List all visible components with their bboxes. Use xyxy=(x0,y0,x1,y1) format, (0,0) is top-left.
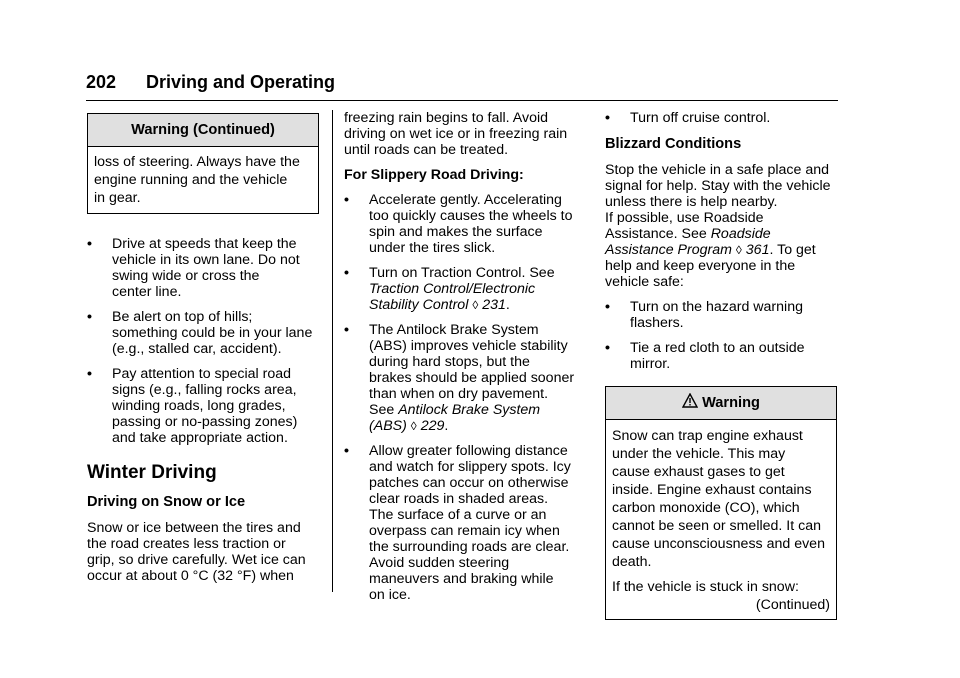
paragraph-roadside xyxy=(605,210,841,290)
text-line: under the tires slick. xyxy=(369,240,496,256)
page-ref-number[interactable]: 229 xyxy=(420,418,445,434)
text-line: spin and makes the surface xyxy=(369,224,543,240)
warning-title: Warning xyxy=(702,395,760,411)
text-line: cannot be seen or smelled. It can xyxy=(612,518,821,534)
text-line: Turn off cruise control. xyxy=(630,110,771,126)
text-line: driving on wet ice or in freezing rain xyxy=(344,126,568,142)
text-line: on ice. xyxy=(369,587,411,603)
text-line: Pay attention to special road xyxy=(112,366,292,382)
text-line: clear roads in shaded areas. xyxy=(369,491,549,507)
list-item xyxy=(605,110,841,126)
text-line: Turn on the hazard warning xyxy=(630,299,803,315)
text-line: inside. Engine exhaust contains xyxy=(612,482,812,498)
text-line: Allow greater following distance xyxy=(369,443,568,459)
text-line: too quickly causes the wheels to xyxy=(369,208,573,224)
warning-text xyxy=(606,420,836,619)
list-item: • The Antilock Brake System (ABS) improves vehicle stability during hard stops, but the brakes should be applied sooner than when on dry pavement. See Antilock Brake System (ABS) ◊ 229. xyxy=(344,322,580,434)
bullet-glyph: • xyxy=(605,299,610,315)
reference-link-stability-control[interactable]: Stability Control xyxy=(369,297,469,313)
text-line: cause exhaust gases to get xyxy=(612,464,785,480)
text-line: Be alert on top of hills; xyxy=(112,309,253,325)
heading-blizzard-conditions: Blizzard Conditions xyxy=(605,136,742,152)
bullet-glyph: • xyxy=(87,236,92,252)
paragraph-blizzard xyxy=(605,162,841,210)
page-number: 202 xyxy=(86,72,117,92)
reference-link-traction-control[interactable]: Traction Control/Electronic xyxy=(369,281,536,297)
text-line: Accelerate gently. Accelerating xyxy=(369,192,562,208)
reference-link-abs[interactable]: Antilock Brake System xyxy=(398,402,541,418)
reference-link-roadside[interactable]: Roadside xyxy=(710,226,771,242)
text-line: something could be in your lane xyxy=(112,325,313,341)
text-line: . To get xyxy=(769,242,816,258)
list-item xyxy=(87,366,319,446)
section-title: Driving and Operating xyxy=(146,72,336,92)
text-line: and take appropriate action. xyxy=(112,430,288,446)
column-middle xyxy=(344,110,580,612)
text-line: (ABS) improves vehicle stability xyxy=(369,338,568,354)
list-item xyxy=(605,299,841,331)
text-line: Turn on Traction Control. See xyxy=(369,265,555,281)
page-ref-icon: ◊ xyxy=(472,298,479,312)
warning-header xyxy=(606,387,836,420)
see-text: See xyxy=(369,402,395,418)
list-item xyxy=(344,443,580,603)
text-line: during hard stops, but the xyxy=(369,354,530,370)
text-line: vehicle safe: xyxy=(605,274,684,290)
bullet-glyph: • xyxy=(344,322,349,338)
bullet-glyph: • xyxy=(87,366,92,382)
paragraph-snow-ice xyxy=(87,520,319,584)
subheading-slippery-road: For Slippery Road Driving: xyxy=(344,167,524,183)
text-line: Avoid sudden steering xyxy=(369,555,510,571)
page-ref-number[interactable]: 231 xyxy=(482,297,506,313)
text-line: death. xyxy=(612,554,652,570)
text-line: occur at about 0 °C (32 °F) when xyxy=(87,568,294,584)
text-line: brakes should be applied sooner xyxy=(369,370,575,386)
text-line: (e.g., stalled car, accident). xyxy=(112,341,282,357)
text-line: under the vehicle. This may xyxy=(612,446,786,462)
text-line: overpass can remain icy when xyxy=(369,523,560,539)
text-line: cause unconsciousness and even xyxy=(612,536,825,552)
text-line: and watch for slippery spots. Icy xyxy=(369,459,571,475)
page-header xyxy=(86,70,838,101)
heading-snow-ice: Driving on Snow or Ice xyxy=(87,494,246,510)
text-line: maneuvers and braking while xyxy=(369,571,554,587)
text-line: grip, so drive carefully. Wet ice can xyxy=(87,552,306,568)
text-line: help and keep everyone in the xyxy=(605,258,796,274)
text-line: The surface of a curve or an xyxy=(369,507,547,523)
text-line: loss of steering. Always have the xyxy=(94,154,300,170)
warning-triangle-icon xyxy=(682,388,698,420)
warning-continued-box xyxy=(87,113,319,214)
page-ref-number[interactable]: 361 xyxy=(745,242,770,258)
text-line: until roads can be treated. xyxy=(344,142,509,158)
list-item xyxy=(87,309,319,357)
text-line: signal for help. Stay with the vehicle xyxy=(605,178,831,194)
text-line: Drive at speeds that keep the xyxy=(112,236,297,252)
text-line: vehicle in its own lane. Do not xyxy=(112,252,300,268)
bullet-glyph: • xyxy=(344,192,349,208)
text-line: If the vehicle is stuck in snow: xyxy=(612,579,799,595)
bullet-glyph: • xyxy=(87,309,92,325)
list-item xyxy=(605,340,841,372)
text-line: the surrounding roads are clear. xyxy=(369,539,570,555)
warning-box xyxy=(605,386,837,620)
continued-label: (Continued) xyxy=(755,597,830,613)
text-line: the road creates less traction or xyxy=(87,536,286,552)
text-line: swing wide or cross the xyxy=(112,268,260,284)
reference-link-abs-abbrev[interactable]: (ABS) xyxy=(369,418,407,434)
paragraph-freezing-rain xyxy=(344,110,580,158)
text-line: Assistance. See xyxy=(605,226,707,242)
warning-continued-text xyxy=(88,147,318,213)
column-divider xyxy=(332,110,333,592)
text-line: Tie a red cloth to an outside xyxy=(630,340,805,356)
text-line: carbon monoxide (CO), which xyxy=(612,500,800,516)
text-line: freezing rain begins to fall. Avoid xyxy=(344,110,549,126)
bullet-glyph: • xyxy=(344,265,349,281)
text-line: The Antilock Brake System xyxy=(369,322,539,338)
bullet-glyph: • xyxy=(605,110,610,126)
warning-continued-title: Warning (Continued) xyxy=(88,114,318,147)
text-line: flashers. xyxy=(630,315,684,331)
list-item xyxy=(344,192,580,256)
text-line: Snow can trap engine exhaust xyxy=(612,428,803,444)
page-ref-icon: ◊ xyxy=(410,419,417,433)
page-ref-icon: ◊ xyxy=(735,243,742,257)
text-line: winding roads, long grades, xyxy=(112,398,286,414)
reference-link-assistance-program[interactable]: Assistance Program xyxy=(605,242,732,258)
text-line: patches can occur on otherwise xyxy=(369,475,569,491)
text-line: mirror. xyxy=(630,356,671,372)
text-line: Snow or ice between the tires and xyxy=(87,520,301,536)
list-item xyxy=(87,236,319,300)
text-line: If possible, use Roadside xyxy=(605,210,764,226)
text-line: signs (e.g., falling rocks area, xyxy=(112,382,297,398)
text-line: in gear. xyxy=(94,190,141,206)
column-left xyxy=(87,113,319,593)
bullet-glyph: • xyxy=(605,340,610,356)
text-line: unless there is help nearby. xyxy=(605,194,778,210)
list-item: • Turn on Traction Control. See Traction Control/Electronic Stability Control ◊ 231. xyxy=(344,265,580,313)
heading-winter-driving: Winter Driving xyxy=(87,462,217,483)
text-line: than when on dry pavement. xyxy=(369,386,549,402)
text-line: engine running and the vehicle xyxy=(94,172,288,188)
text-line: passing or no-passing zones) xyxy=(112,414,298,430)
column-right xyxy=(605,110,841,620)
bullet-glyph: • xyxy=(344,443,349,459)
text-line: Stop the vehicle in a safe place and xyxy=(605,162,830,178)
text-line: center line. xyxy=(112,284,182,300)
